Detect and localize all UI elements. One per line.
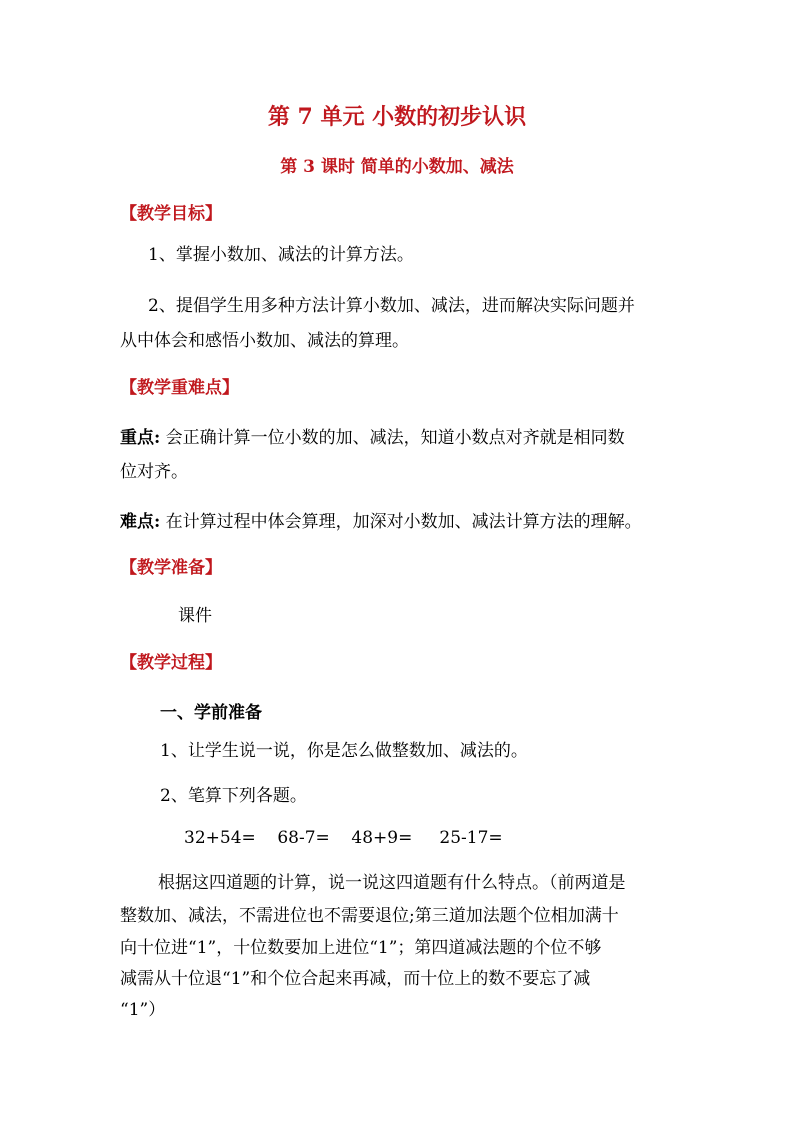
goal-item-2-continued: 从中体会和感悟小数加、减法的算理。 — [120, 331, 409, 351]
process-item-2: 2、笔算下列各题。 — [160, 786, 307, 806]
difficult-point-text: 在计算过程中体会算理，加深对小数加、减法计算方法的理解。 — [160, 512, 642, 532]
lesson-subtitle: 第 3 课时 简单的小数加、减法 — [280, 157, 514, 177]
explanation-line-5: “1”） — [120, 1000, 166, 1020]
section-title-pre-study: 一、学前准备 — [160, 703, 262, 723]
page-title: 第 7 单元 小数的初步认识 — [267, 104, 527, 130]
preparation-heading: 【教学准备】 — [120, 558, 222, 578]
difficult-point-label: 难点: — [120, 512, 161, 532]
key-point-label: 重点: — [120, 428, 161, 448]
goal-item-1: 1、掌握小数加、减法的计算方法。 — [148, 245, 414, 265]
key-point-continued: 位对齐。 — [120, 462, 188, 482]
key-point-line — [120, 427, 625, 449]
explanation-line-4: 减需从十位退“1”和个位合起来再减，而十位上的数不要忘了减 — [120, 969, 591, 989]
equations-row: 32+54= 68-7= 48+9= 25-17= — [184, 828, 503, 848]
key-point-text: 会正确计算一位小数的加、减法，知道小数点对齐就是相同数 — [160, 428, 625, 448]
preparation-text: 课件 — [178, 606, 212, 626]
goals-heading: 【教学目标】 — [120, 204, 222, 224]
process-heading: 【教学过程】 — [120, 653, 222, 673]
process-item-1: 1、让学生说一说，你是怎么做整数加、减法的。 — [160, 741, 528, 761]
difficult-point-line — [120, 511, 642, 533]
explanation-line-3: 向十位进“1”，十位数要加上进位“1”；第四道减法题的个位不够 — [120, 938, 602, 958]
explanation-line-1: 根据这四道题的计算，说一说这四道题有什么特点。（前两道是 — [158, 873, 626, 893]
key-points-heading: 【教学重难点】 — [120, 378, 239, 398]
goal-item-2: 2、提倡学生用多种方法计算小数加、减法，进而解决实际问题并 — [148, 296, 635, 316]
explanation-line-2: 整数加、减法，不需进位也不需要退位;第三道加法题个位相加满十 — [120, 906, 619, 926]
